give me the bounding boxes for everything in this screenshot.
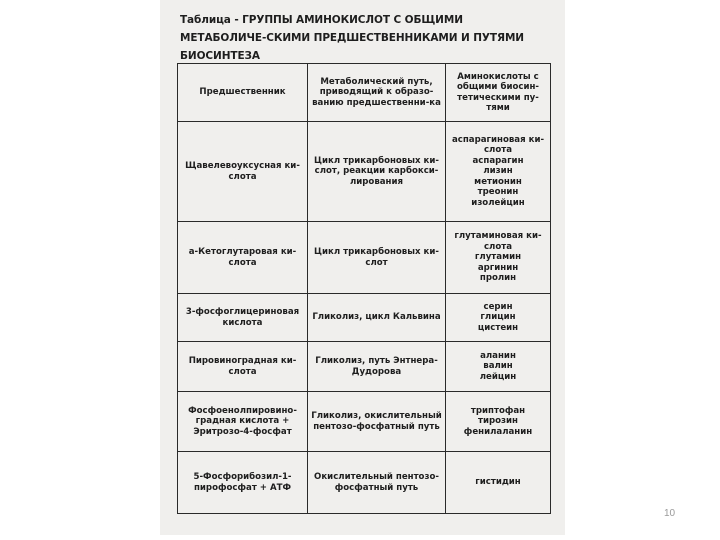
table-title-rest: - ГРУППЫ АМИНОКИСЛОТ С ОБЩИМИ МЕТАБОЛИЧЕ-СКИМИ ПРЕДШЕСТВЕННИКАМИ И ПУТЯМИ БИОСИНТЕЗА bbox=[180, 14, 524, 62]
table-row bbox=[178, 122, 551, 222]
cell-amino-acids bbox=[446, 392, 551, 452]
cell-pathway: Окислительный пентозо-фосфатный путь bbox=[308, 452, 446, 514]
table-row bbox=[178, 294, 551, 342]
cell-pathway: Цикл трикарбоновых ки-слот, реакции карбокси-лирования bbox=[308, 122, 446, 222]
table-row bbox=[178, 452, 551, 514]
header-precursor: Предшественник bbox=[178, 64, 308, 122]
cell-precursor: 5-Фосфорибозил-1-пирофосфат + АТФ bbox=[178, 452, 308, 514]
amino-acid-line: изолейцин bbox=[471, 197, 525, 208]
amino-acid-line: слота bbox=[483, 145, 513, 156]
table-row bbox=[178, 392, 551, 452]
amino-acid-line: цистеин bbox=[477, 322, 519, 333]
cell-pathway: Гликолиз, цикл Кальвина bbox=[308, 294, 446, 342]
amino-acid-line: аланин bbox=[480, 350, 516, 361]
cell-amino-acids bbox=[446, 122, 551, 222]
amino-acid-line: валин bbox=[483, 361, 513, 372]
table-header-row bbox=[178, 64, 551, 122]
amino-acid-line: пролин bbox=[479, 273, 517, 284]
amino-acid-groups-table bbox=[177, 63, 551, 514]
cell-pathway: Гликолиз, путь Энтнера-Дудорова bbox=[308, 342, 446, 392]
scanned-page bbox=[160, 0, 565, 535]
table-title-lead: Таблица bbox=[180, 14, 231, 26]
amino-acid-line: серин bbox=[483, 301, 513, 312]
cell-pathway: Гликолиз, окислительный пентозо-фосфатный путь bbox=[308, 392, 446, 452]
header-amino-acids: Аминокислоты с общими биосин-тетическими пу-тями bbox=[446, 64, 551, 122]
cell-precursor: Фосфоенолпировино-градная кислота + Эритрозо-4-фосфат bbox=[178, 392, 308, 452]
cell-amino-acids bbox=[446, 294, 551, 342]
cell-amino-acids bbox=[446, 222, 551, 294]
cell-precursor: Щавелевоуксусная ки-слота bbox=[178, 122, 308, 222]
table-row bbox=[178, 342, 551, 392]
amino-acid-line: фенилаланин bbox=[463, 426, 533, 437]
cell-precursor: а-Кетоглутаровая ки-слота bbox=[178, 222, 308, 294]
amino-acid-line: аспарагиновая ки- bbox=[451, 134, 545, 145]
table-title bbox=[180, 11, 550, 65]
amino-acid-line: аргинин bbox=[477, 262, 519, 273]
header-pathway: Метаболический путь, приводящий к образо-ванию предшественни-ка bbox=[308, 64, 446, 122]
amino-acid-line: слота bbox=[483, 241, 513, 252]
cell-amino-acids bbox=[446, 452, 551, 514]
table-row bbox=[178, 222, 551, 294]
cell-precursor: Пировиноградная ки-слота bbox=[178, 342, 308, 392]
cell-precursor: 3-фосфоглицериновая кислота bbox=[178, 294, 308, 342]
amino-acid-line: метионин bbox=[474, 176, 522, 187]
amino-acid-line: гистидин bbox=[475, 477, 521, 488]
amino-acid-line: треонин bbox=[477, 187, 519, 198]
amino-acid-line: глутамин bbox=[474, 252, 522, 263]
cell-pathway: Цикл трикарбоновых ки-слот bbox=[308, 222, 446, 294]
amino-acid-line: глутаминовая ки- bbox=[454, 231, 542, 242]
page-number: 10 bbox=[664, 508, 676, 519]
cell-amino-acids bbox=[446, 342, 551, 392]
amino-acid-line: глицин bbox=[480, 312, 516, 323]
amino-acid-line: тирозин bbox=[477, 416, 518, 427]
amino-acid-line: лизин bbox=[483, 166, 513, 177]
amino-acid-line: аспарагин bbox=[472, 155, 524, 166]
amino-acid-line: триптофан bbox=[470, 405, 526, 416]
amino-acid-line: лейцин bbox=[479, 371, 517, 382]
